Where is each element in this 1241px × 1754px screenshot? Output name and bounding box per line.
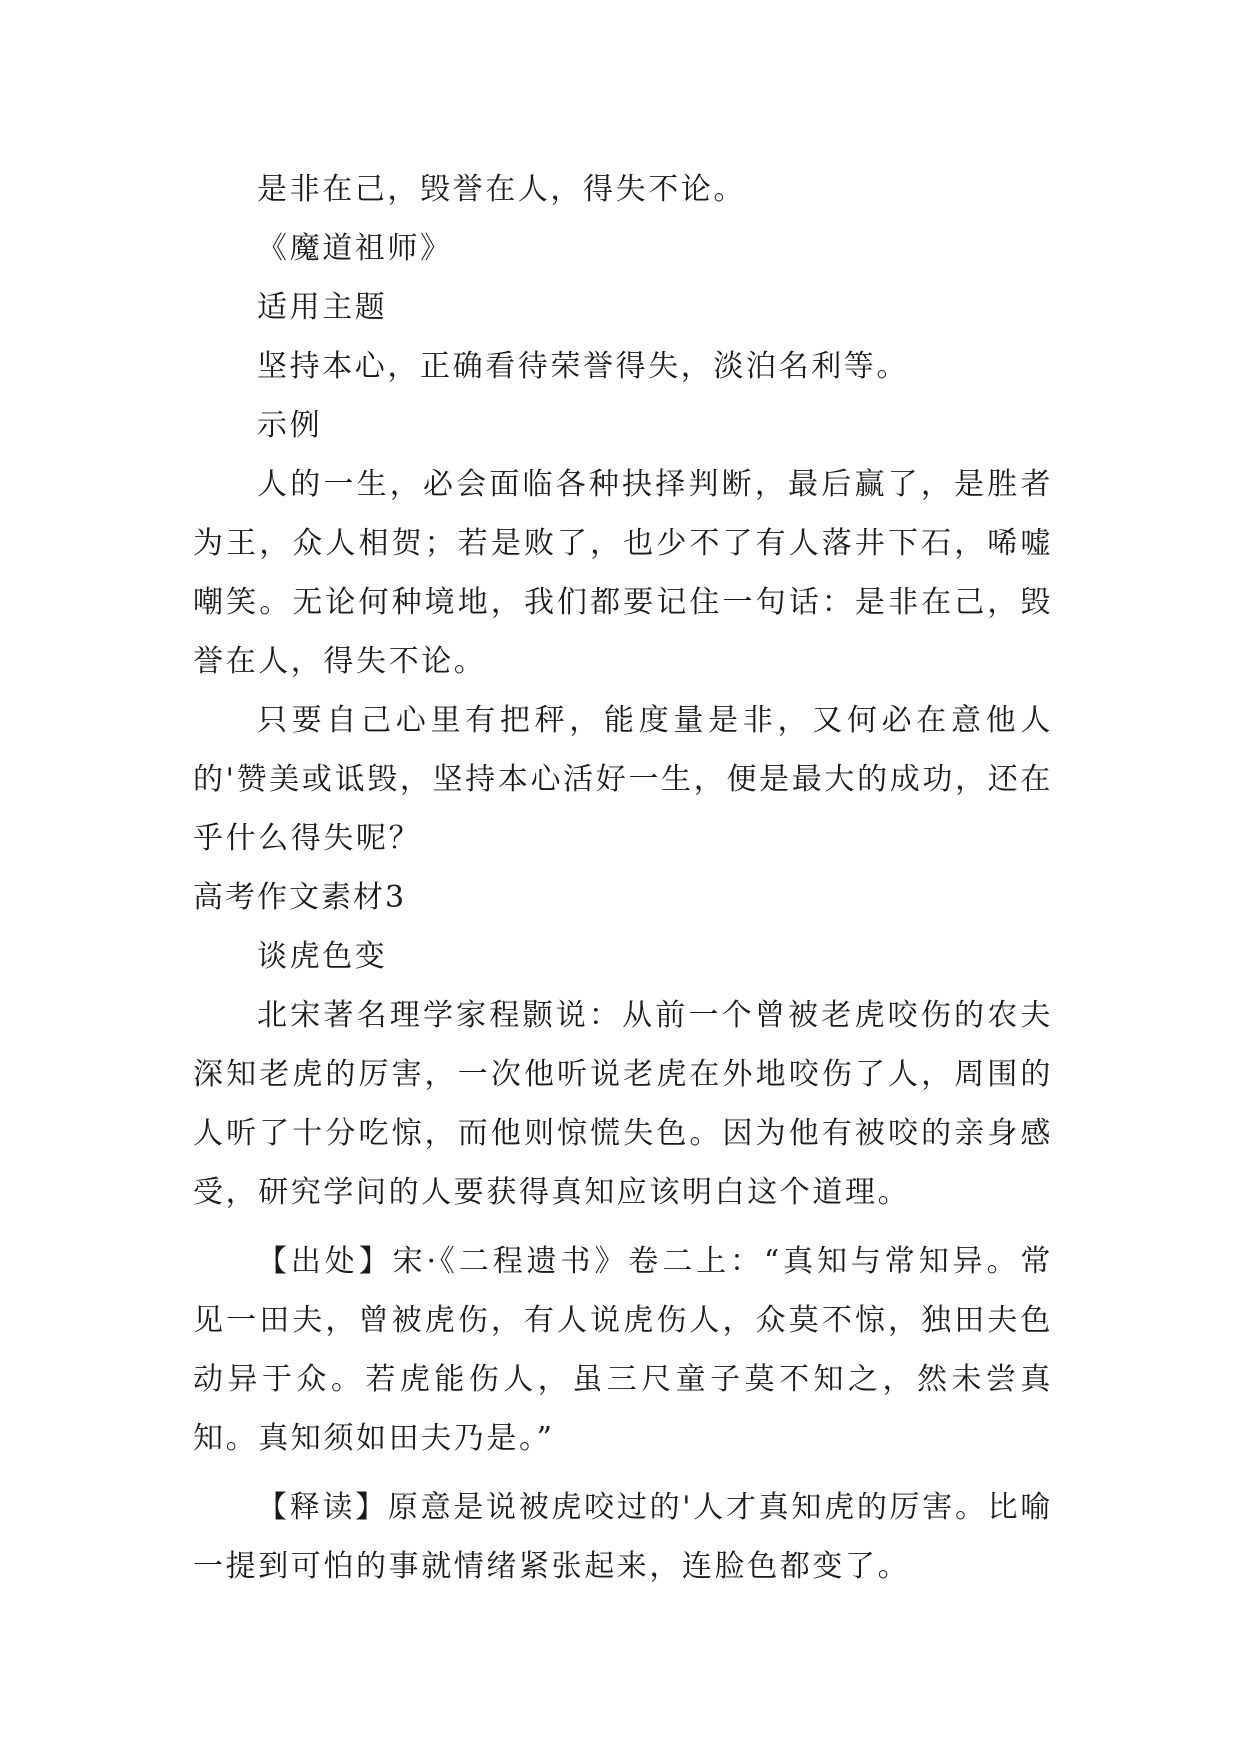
section-heading: 高考作文素材3 <box>193 880 407 915</box>
paragraph-example-1: 人的一生，必会面临各种抉择判断，最后赢了，是胜者为王，众人相贺；若是败了，也少不了有人落井下石，唏嘘嘲笑。无论何种境地，我们都要记住一句话：是非在己，毁誉在人，得失不论。 <box>193 467 1053 679</box>
paragraph-story: 北宋著名理学家程颢说：从前一个曾被老虎咬伤的农夫深知老虎的厉害，一次他听说老虎在外地咬伤了人，周围的人听了十分吃惊，而他则惊慌失色。因为他有被咬的亲身感受，研究学问的人要获得真知应该明白这个道理。 <box>193 998 1053 1210</box>
paragraph-example-2: 只要自己心里有把秤，能度量是非，又何必在意他人的'赞美或诋毁，坚持本心活好一生，便是最大的成功，还在乎什么得失呢？ <box>193 703 1053 856</box>
idiom-title: 谈虎色变 <box>257 939 388 974</box>
paragraph-theme-label: 适用主题 <box>257 290 388 325</box>
paragraph-interpretation: 【释读】原意是说被虎咬过的'人才真知虎的厉害。比喻一提到可怕的事就情绪紧张起来，连脸色都变了。 <box>193 1490 1053 1584</box>
paragraph-theme: 坚持本心，正确看待荣誉得失，淡泊名利等。 <box>257 349 909 384</box>
document-body <box>193 160 1053 1596</box>
paragraph-example-label: 示例 <box>257 408 323 443</box>
paragraph-source: 《魔道祖师》 <box>257 231 453 266</box>
paragraph-quote: 是非在己，毁誉在人，得失不论。 <box>257 172 746 207</box>
paragraph-origin: 【出处】宋·《二程遗书》卷二上：“真知与常知异。常见一田夫，曾被虎伤，有人说虎伤人，众莫不惊，独田夫色动异于众。若虎能伤人，虽三尺童子莫不知之，然未尝真知。真知须如田夫乃是。” <box>193 1244 1053 1456</box>
